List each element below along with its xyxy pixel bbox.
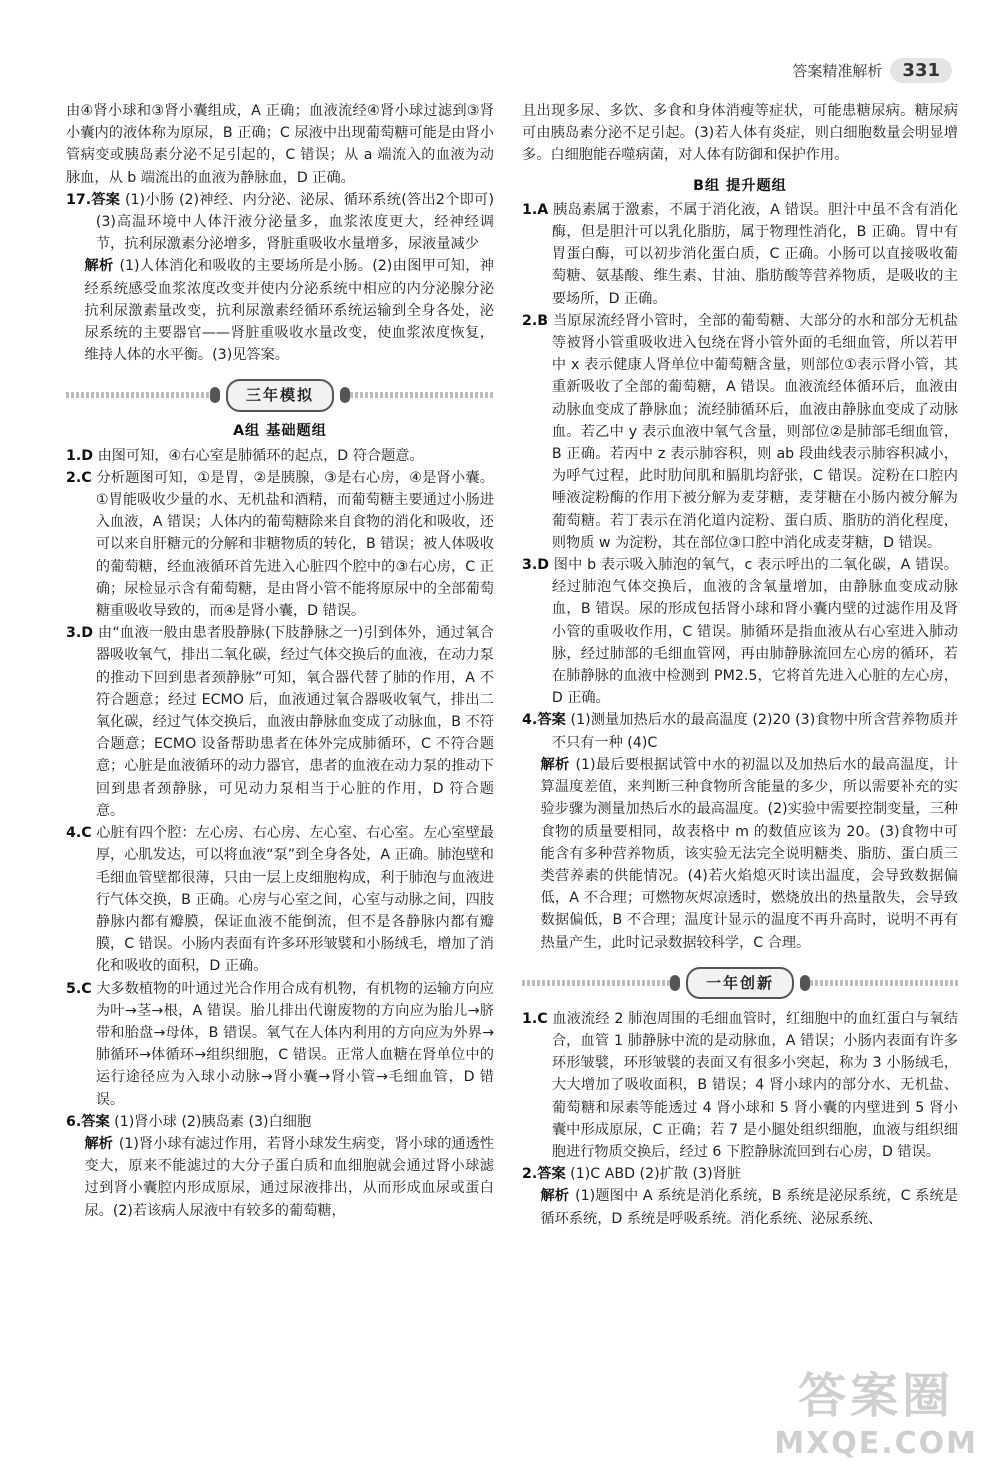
- question-number: 1.A: [522, 201, 549, 218]
- banner-label: 一年创新: [686, 967, 794, 999]
- page-number: 331: [890, 58, 952, 83]
- header-title: 答案精准解析: [792, 62, 883, 80]
- analysis-c2: [522, 1185, 958, 1229]
- question-b1: [522, 199, 958, 310]
- question-c1: [522, 1008, 958, 1163]
- answer-text: (1)测量加热后水的最高温度 (2)20 (3)食物中所含营养物质并不只有一种 (4)C: [551, 712, 959, 751]
- analysis-17-label: 解析: [84, 258, 114, 275]
- banner-label: 三年模拟: [226, 379, 334, 411]
- banner-cap: [210, 387, 220, 403]
- question-number: 1.C: [522, 1010, 548, 1027]
- section-banner-one-year: [522, 968, 958, 998]
- question-text: 当原尿流经肾小管时，全部的葡萄糖、大部分的水和部分无机盐等被肾小管重吸收进入包绕在肾小管外面的毛细血管，所以若甲中 x 表示健康人肾单位中葡萄糖含量，则部位①表示肾小管，其重新吸收了全部的葡萄糖，A 错误。血液流经体循环后，血液由动脉血变成了静脉血；流经肺循环后，血液由静脉血变成了动脉血。若乙中 y 表示血液中氧气含量，则部位②是肺部毛细血管，B 正确。若丙中 z 表示肺容积，则 ab 段曲线表示肺容积减小，为呼气过程，此时肋间肌和膈肌均舒张，C 错误。淀粉在口腔内唾液淀粉酶的作用下被分解为麦芽糖，麦芽糖在小肠内被分解为葡萄糖。若丁表示在消化道内淀粉、蛋白质、脂肪的消化程度，则物质 w 为淀粉，其在部位③口腔中消化成麦芽糖，D 错误。: [551, 312, 958, 551]
- question-number: 2.答案: [522, 1166, 566, 1183]
- analysis-label: 解析: [84, 1135, 113, 1152]
- banner-divider: [66, 392, 210, 398]
- page-header: [792, 58, 952, 83]
- answer-17-text: (1)小肠 (2)神经、内分泌、泌尿、循环系统(答出2个即可) (3)高温环境中人体汗液分泌量多，血浆浓度更大，经神经调节，抗利尿激素分泌增多，肾脏重吸收水量增多，尿液量减少: [95, 191, 494, 253]
- analysis-17: [66, 255, 494, 366]
- analysis-text: (1)题图中 A 系统是消化系统，B 系统是泌尿系统，C 系统是循环系统，D 系统是呼吸系统。消化系统、泌尿系统、: [540, 1188, 958, 1227]
- analysis-text: (1)肾小球有滤过作用，若肾小球发生病变，肾小球的通透性变大，原来不能滤过的大分子蛋白质和血细胞就会通过肾小球滤过到肾小囊腔内形成原尿，通过尿液排出，从而形成血尿或蛋白尿。(2)若该病人尿液中有较多的葡萄糖，: [84, 1135, 494, 1219]
- banner-cap: [340, 387, 350, 403]
- banner-cap: [670, 975, 680, 991]
- watermark-site: MXQE.COM: [774, 1426, 978, 1461]
- question-b2: [522, 310, 958, 554]
- question-a1: [66, 445, 494, 467]
- question-a4: [66, 822, 494, 977]
- banner-divider: [522, 980, 670, 986]
- answer-b4: [522, 709, 958, 753]
- answer-text: (1)C ABD (2)扩散 (3)肾脏: [570, 1166, 741, 1183]
- question-a3: [66, 622, 494, 822]
- question-text: 由“血液一般由患者股静脉(下肢静脉之一)引到体外，通过氧合器吸收氧气，排出二氧化碳，经过气体交换后的血液，在动力泵的推动下回到患者颈静脉”可知，氧合器代替了肺的作用，A 不符合题意；经过 ECMO 后，血液通过氧合器吸收氧气，排出二氧化碳，经过气体交换后，血液由静脉血变成了动脉血，B 不符合题意；ECMO 设备帮助患者在体外完成肺循环，C 不符合题意；心脏是血液循环的动力器官，患者的血液在动力泵的推动下回到患者颈静脉，可见动力泵相当于心脏的作用，D 符合题意。: [95, 625, 494, 819]
- banner-divider: [350, 392, 494, 398]
- answer-17-number: 17.答案: [66, 191, 121, 208]
- question-a2: [66, 467, 494, 622]
- analysis-a6: [66, 1133, 494, 1222]
- question-number: 2.C: [66, 469, 92, 486]
- answer-17: [66, 189, 494, 256]
- question-number: 5.C: [66, 980, 92, 997]
- left-intro-paragraph: 由④肾小球和③肾小囊组成，A 正确；血液流经④肾小球过滤到③肾小囊内的液体称为原尿，B 正确；C 尿液中出现葡萄糖可能是由肾小管病变或胰岛素分泌不足引起的，C 错误；从 a 端流入的血液为动脉血，从 b 端流出的血液为静脉血，D 正确。: [66, 103, 494, 186]
- question-a5: [66, 978, 494, 1111]
- question-number: 4.答案: [522, 712, 566, 729]
- right-intro-paragraph: 且出现多尿、多饮、多食和身体消瘦等症状，可能患糖尿病。糖尿病可由胰岛素分泌不足引起。(3)若人体有炎症，则白细胞数量会明显增多。白细胞能吞噬病菌，对人体有防御和保护作用。: [522, 103, 958, 164]
- question-text: 图中 b 表示吸入肺泡的氧气，c 表示呼出的二氧化碳，A 错误。经过肺泡气体交换后，血液的含氧量增加，由静脉血变成动脉血，B 错误。尿的形成包括肾小球和肾小囊内壁的过滤作用及肾小管的重吸收作用，C 错误。肺循环是指血液从右心室进入肺动脉，经过肺部的毛细血管网，再由肺静脉流回左心房的循环，若在肺静脉的血液中检测到 PM2.5，它将首先进入心脏的左心房，D 正确。: [551, 557, 958, 707]
- question-number: 6.答案: [66, 1113, 110, 1130]
- section-banner-three-year: [66, 380, 494, 410]
- question-number: 3.D: [522, 557, 550, 574]
- left-column: [66, 100, 494, 1222]
- question-text: 分析题图可知，①是胃，②是胰腺，③是右心房，④是肾小囊。①胃能吸收少量的水、无机盐和酒精，而葡萄糖主要通过小肠进入血液，A 错误；人体内的葡萄糖除来自食物的消化和吸收，还可以来自肝糖元的分解和非糖物质的转化，B 错误；被人体吸收的葡萄糖，经血液循环首先进入心脏四个腔中的③右心房，C 正确；尿检显示含有葡萄糖，是由肾小管不能将原尿中的全部葡萄糖重吸收导致的，而④是肾小囊，D 错误。: [95, 469, 494, 620]
- watermark-logo: 答案圈: [798, 1368, 955, 1424]
- question-number: 3.D: [66, 625, 94, 642]
- question-number: 2.B: [522, 312, 549, 329]
- question-number: 4.C: [66, 825, 92, 842]
- answer-text: (1)肾小球 (2)胰岛素 (3)白细胞: [114, 1113, 312, 1130]
- answer-a6: [66, 1111, 494, 1133]
- analysis-17-text: (1)人体消化和吸收的主要场所是小肠。(2)由图甲可知，神经系统感受血浆浓度改变并使内分泌系统中相应的内分泌腺分泌抗利尿激素量改变，抗利尿激素经循环系统运输到全身各处，泌尿系统的主要器官——肾脏重吸收水量改变，使血浆浓度恢复，维持人体的水平衡。(3)见答案。: [84, 258, 494, 364]
- right-column: [522, 100, 958, 1230]
- answer-c2: [522, 1163, 958, 1185]
- group-b-title: B组 提升题组: [693, 177, 787, 194]
- banner-divider: [810, 980, 958, 986]
- question-text: 大多数植物的叶通过光合作用合成有机物，有机物的运输方向应为叶→茎→根，A 错误。胎儿排出代谢废物的方向应为胎儿→脐带和胎盘→母体，B 错误。氧气在人体内利用的方向应为外界→肺循环→体循环→组织细胞，C 错误。正常人血糖在肾单位中的运行途径应为入球小动脉→肾小囊→肾小管→毛细血管，D 错误。: [95, 980, 494, 1108]
- watermark: [774, 1357, 978, 1461]
- group-a-title: A组 基础题组: [233, 423, 327, 440]
- analysis-text: (1)最后要根据试管中水的初温以及加热后水的最高温度，计算温度差值，来判断三种食物所含能量的多少，所以需要补充的实验步骤为测量加热后水的最高温度。(2)实验中需要控制变量，三种食物的质量要相同，故表格中 m 的数值应该为 20。(3)食物中可能含有多种营养物质，该实验无法完全说明糖类、脂肪、蛋白质三类营养素的供能情况。(4)若火焰熄灭时读出温度，会导致数据偏低，A 不合理；可燃物灰烬凉透时，燃烧放出的热量散失，会导致数据偏低，B 不合理；温度计显示的温度不再升高时，说明不再有热量产生，此时记录数据较科学，C 合理。: [540, 756, 958, 951]
- question-b3: [522, 554, 958, 709]
- analysis-label: 解析: [540, 756, 570, 773]
- analysis-label: 解析: [540, 1188, 570, 1205]
- banner-cap: [800, 975, 810, 991]
- question-number: 1.D: [66, 447, 94, 464]
- question-text: 血液流经 2 肺泡周围的毛细血管时，红细胞中的血红蛋白与氧结合，血管 1 肺静脉中流的是动脉血，A 错误；小肠内表面有许多环形皱襞，环形皱襞的表面又有很多小突起，称为 3 小肠绒毛，大大增加了吸收面积，B 错误；4 肾小球内的部分水、无机盐、葡萄糖和尿素等能透过 4 肾小球和 5 肾小囊的内壁进到 5 肾小囊中形成原尿，C 正确；若 7 是小腿处组织细胞，血液与组织细胞进行物质交换后，经过 6 下腔静脉流回到右心房，D 错误。: [551, 1010, 958, 1160]
- question-text: 心脏有四个腔：左心房、右心房、左心室、右心室。左心室壁最厚，心肌发达，可以将血液“泵”到全身各处，A 正确。肺泡壁和毛细血管壁都很薄，只由一层上皮细胞构成，利于肺泡与血液进行气体交换，B 正确。心房与心室之间，心室与动脉之间，四肢静脉内都有瓣膜，保证血液不能倒流，但不是各静脉内都有瓣膜，C 错误。小肠内表面有许多环形皱襞和小肠绒毛，增加了消化和吸收的面积，D 正确。: [95, 825, 494, 975]
- question-text: 胰岛素属于激素，不属于消化液，A 错误。胆汁中虽不含有消化酶，但是胆汁可以乳化脂肪，属于物理性消化，B 正确。胃中有胃蛋白酶，可以初步消化蛋白质，C 正确。小肠可以直接吸收葡萄糖、氨基酸、维生素、甘油、脂肪酸等营养物质，是吸收的主要场所，D 正确。: [551, 201, 958, 307]
- analysis-b4: [522, 754, 958, 954]
- question-text: 由图可知，④右心室是肺循环的起点，D 符合题意。: [97, 447, 424, 464]
